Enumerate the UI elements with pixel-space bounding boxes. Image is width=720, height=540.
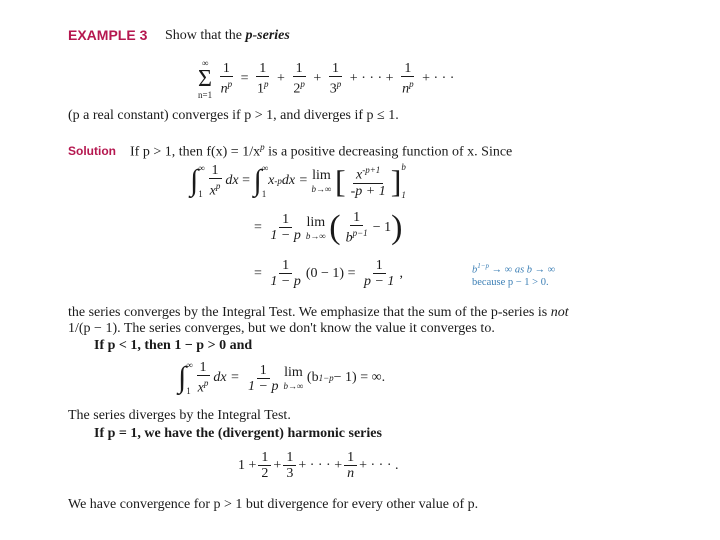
prompt-text: Show that the (165, 28, 246, 43)
summation (198, 58, 212, 100)
series-term-3: $\frac{1}{3^p}$ (329, 61, 342, 97)
bracket-right: ] (390, 163, 402, 199)
sum-symbol: Σ (198, 66, 213, 92)
coef-frac: $\frac{1}{1 - p}$ (270, 258, 301, 289)
plus: + (276, 71, 285, 87)
conclusion: We have convergence for p > 1 but divergence for every other value of p. (68, 497, 479, 512)
series-term-1: $\frac{1}{1^p}$ (256, 61, 269, 97)
example-prompt (165, 28, 290, 44)
limit: lim b→∞ (305, 214, 326, 241)
series-term-2: $\frac{1}{2^p}$ (293, 61, 305, 97)
ellipsis: + · · · + (349, 71, 394, 87)
paragraph-1b: 1/(p − 1). The series converges, but we don't know the value it converges to. (68, 321, 495, 336)
dx: dx (225, 173, 239, 188)
prompt-bold: p-series (245, 28, 290, 43)
paragraph-2: If p < 1, then 1 − p > 0 and (94, 338, 253, 353)
example-label: EXAMPLE 3 (68, 27, 148, 43)
integral-1: ∫ ∞ 1 (190, 163, 205, 199)
margin-note-line-1: $b^{1-p}$ → ∞ as b → ∞ (472, 262, 556, 276)
condition-text: (p a real constant) converges if p > 1, and diverges if p ≤ 1. (68, 108, 399, 123)
margin-note-line-2: because p − 1 > 0. (472, 277, 549, 288)
paragraph-3: The series diverges by the Integral Test. (68, 408, 291, 423)
integral-2: ∫ ∞ 1 (253, 163, 269, 199)
integral-sign: ∫ (190, 164, 199, 197)
integrand-frac: $\frac{1}{x^p}$ (209, 163, 221, 199)
divergent-integral: ∫ ∞ 1 $\frac{1}{x^p}$ dx = $\frac{1}{1 - p}$ lim b→∞ (b 1−p − 1) = ∞. (178, 360, 386, 396)
inner-frac: $\frac{1}{b^{p-1}}$ (345, 210, 368, 246)
harmonic-series: 1 + $\frac{1}{2}$ + $\frac{1}{3}$ + · · · + $\frac{1}{n}$ + · · · . (238, 450, 399, 481)
paragraph-1a: the series converges by the Integral Test. We emphasize that the sum of the p-series is not (68, 305, 569, 320)
sum-upper: ∞ (201, 58, 209, 68)
series-term-n: $\frac{1}{n^p}$ (402, 61, 414, 97)
plus: + (313, 71, 322, 87)
equals: = (240, 71, 249, 87)
p-series-formula (198, 58, 454, 100)
solution-intro: If p > 1, then $f(x) = 1/x^p$ is a positive decreasing function of x. Since (130, 142, 513, 160)
result-frac: $\frac{1}{p - 1}$ (363, 258, 395, 289)
coef-frac: $\frac{1}{1 - p}$ (270, 212, 301, 244)
series-term-general: $\frac{1}{n^p}$ (220, 61, 233, 97)
derivation-line-2: = $\frac{1}{1 - p}$ lim b→∞ ( $\frac{1}{b^{p-1}}$ − 1 ) (254, 208, 403, 246)
ellipsis-tail: + · · · (422, 71, 455, 87)
paragraph-4: If p = 1, we have the (divergent) harmonic series (94, 426, 382, 441)
limit: lim b→∞ (311, 168, 332, 194)
bracket-left: [ (334, 163, 346, 199)
derivation-line-1: ∫ ∞ 1 $\frac{1}{x^p}$ dx = ∫ ∞ 1 x -p dx = lim b→∞ [ $\frac{x^{-p+1}}{-p + 1}$ ] b 1 (190, 162, 406, 200)
derivation-line-3: = $\frac{1}{1 - p}$ (0 − 1) = $\frac{1}{p - 1}$ , (254, 258, 403, 289)
sum-lower: n=1 (198, 90, 213, 100)
solution-label: Solution (68, 144, 116, 158)
antiderivative-frac: $\frac{x^{-p+1}}{-p + 1}$ (350, 165, 386, 199)
